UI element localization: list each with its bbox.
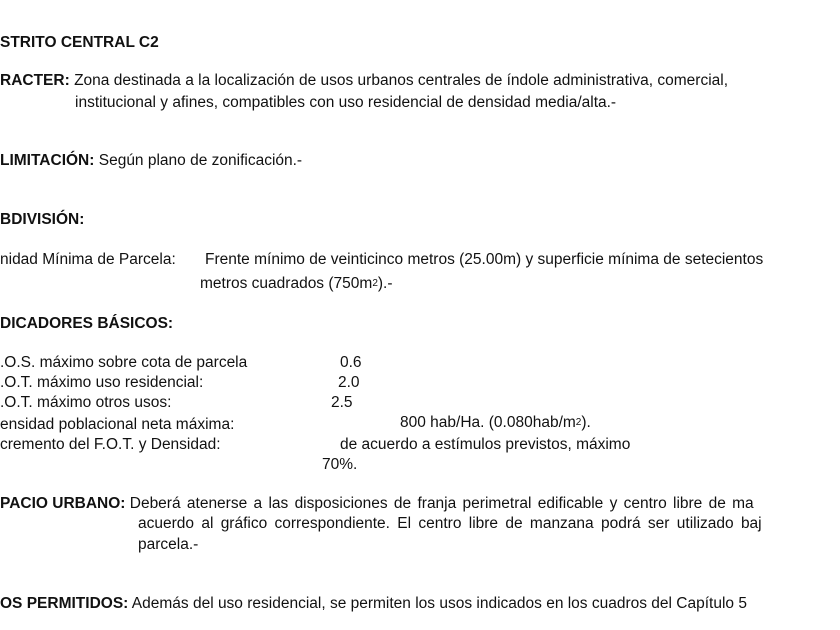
- usos-permitidos-label: OS PERMITIDOS:: [0, 595, 129, 612]
- caracter-text-1: Zona destinada a la localización de usos urbanos centrales de índole administrativa, comercial,: [74, 72, 729, 89]
- densidad-value: 800 hab/Ha. $(0.080hab/m^2)$.: [400, 414, 591, 431]
- densidad-label: ensidad poblacional neta máxima:: [0, 416, 235, 433]
- indicador-row-label: .O.T. máximo uso residencial:: [0, 374, 204, 391]
- usos-permitidos-text: Además del uso residencial, se permiten los usos indicados en los cuadros del Capítulo 5: [131, 595, 747, 612]
- subdivision-text-1: Frente mínimo de veinticinco metros (25.00m) y superficie mínima de setecientos: [205, 251, 764, 268]
- indicador-row-value: 2.5: [331, 394, 353, 411]
- incremento-text-2: 70%.: [322, 456, 358, 473]
- espacio-urbano-label: PACIO URBANO:: [0, 495, 126, 512]
- indicadores-label: DICADORES BÁSICOS:: [0, 315, 174, 332]
- espacio-urbano-line-1: [0, 495, 754, 513]
- delimitacion-label: LIMITACIÓN:: [0, 152, 95, 169]
- indicador-row-label: .O.T. máximo otros usos:: [0, 394, 172, 411]
- incremento-label: cremento del F.O.T. y Densidad:: [0, 436, 221, 453]
- indicador-row-label: .O.S. máximo sobre cota de parcela: [0, 354, 248, 371]
- indicador-row-value: 0.6: [340, 354, 362, 371]
- caracter-label: RACTER:: [0, 72, 70, 89]
- espacio-urbano-text-3: parcela.-: [138, 536, 199, 553]
- subdivision-text-2: metros cuadrados $(750m^2).-$: [200, 275, 393, 292]
- indicador-row-value: 2.0: [338, 374, 360, 391]
- delimitacion-line: [0, 152, 302, 170]
- subdivision-item-label: nidad Mínima de Parcela:: [0, 251, 176, 268]
- usos-permitidos-line: [0, 595, 747, 613]
- espacio-urbano-text-2: acuerdo al gráfico correspondiente. El centro libre de manzana podrá ser utilizado baj: [138, 515, 762, 532]
- incremento-text-1: de acuerdo a estímulos previstos, máximo: [340, 436, 631, 453]
- delimitacion-text: Según plano de zonificación.-: [98, 152, 303, 169]
- caracter-text-2: institucional y afines, compatibles con uso residencial de densidad media/alta.-: [75, 94, 617, 111]
- section-title: STRITO CENTRAL C2: [0, 34, 159, 51]
- caracter-line-1: [0, 72, 728, 90]
- subdivision-label: BDIVISIÓN:: [0, 211, 85, 228]
- espacio-urbano-text-1: Deberá atenerse a las disposiciones de franja perimetral edificable y centro libre de ma: [129, 495, 754, 512]
